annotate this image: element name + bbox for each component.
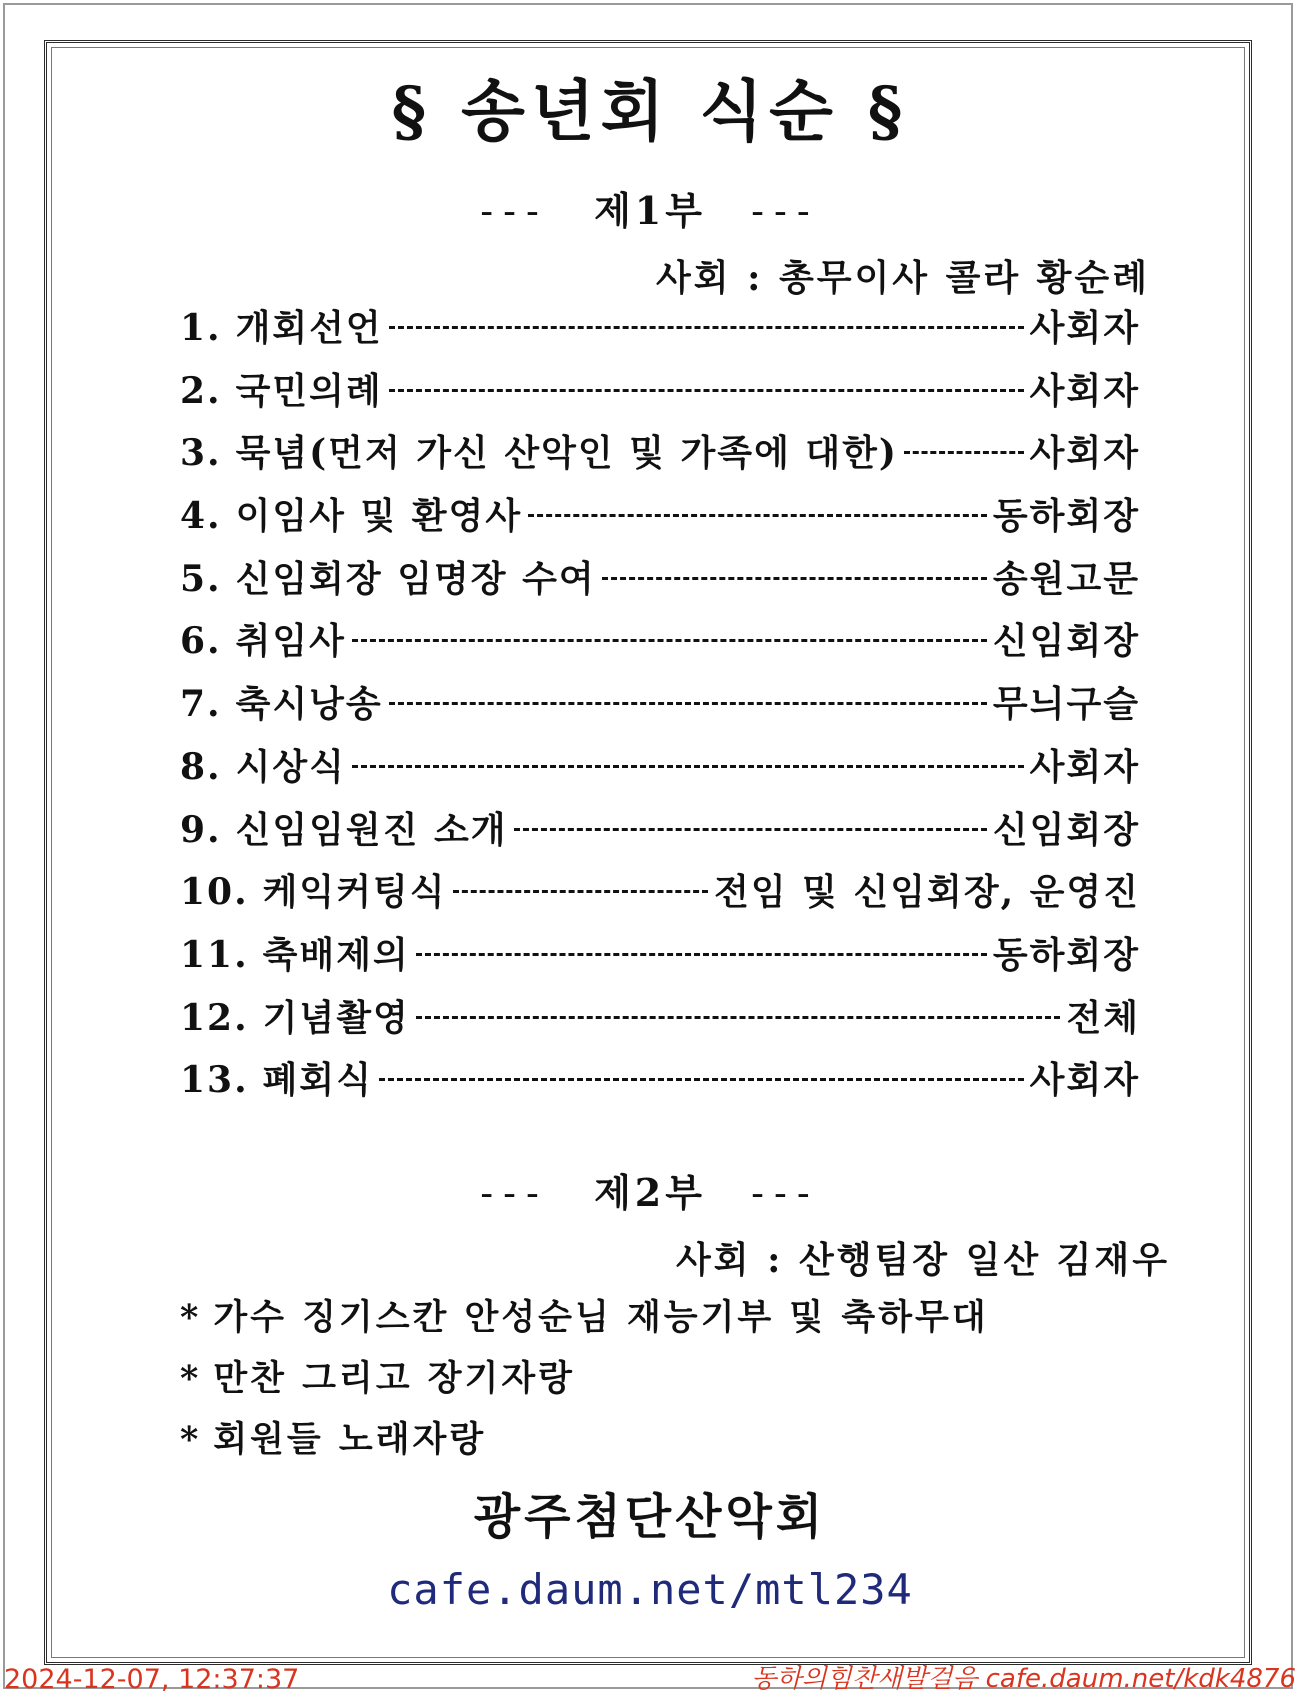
item-number: 8. (180, 745, 222, 788)
item-title: 신임임원진 소개 (235, 808, 508, 851)
dash-leader (602, 577, 987, 580)
item-number: 4. (180, 495, 222, 538)
program-item (180, 802, 1140, 865)
dash-leader (514, 828, 987, 831)
item-number: 11. (180, 933, 249, 976)
item-title: 축시낭송 (235, 683, 383, 726)
dash-leader (379, 1078, 1024, 1081)
note-item (180, 1351, 989, 1412)
item-number: 3. (180, 432, 222, 475)
dash-leader (389, 702, 987, 705)
note-bullet: * (180, 1358, 202, 1399)
dash-leader (352, 639, 987, 642)
item-number: 9. (180, 808, 222, 851)
note-item (180, 1412, 989, 1473)
dash-leader (904, 451, 1024, 454)
program-item (180, 488, 1140, 551)
item-number: 5. (180, 557, 222, 600)
item-presenter: 사회자 (1029, 745, 1140, 788)
item-title: 축배제의 (262, 933, 410, 976)
item-title: 묵념(먼저 가신 산악인 및 가족에 대한) (235, 432, 898, 475)
item-title: 시상식 (235, 745, 346, 788)
item-number: 7. (180, 683, 222, 726)
program-item (180, 1052, 1140, 1115)
dash-leader (453, 890, 709, 893)
item-title: 이임사 및 환영사 (235, 495, 523, 538)
watermark-credit: 동하의힘찬새발걸음 cafe.daum.net/kdk4876 (751, 1664, 1296, 1694)
item-number: 12. (180, 996, 249, 1039)
part1-heading-label: 제1부 (594, 188, 706, 233)
item-title: 국민의례 (235, 369, 383, 412)
item-presenter: 사회자 (1029, 1059, 1140, 1102)
part1-dashes-right: --- (751, 189, 820, 233)
item-title: 케익커팅식 (262, 871, 447, 914)
item-presenter: 전체 (1066, 996, 1140, 1039)
program-item (180, 739, 1140, 802)
note-item (180, 1290, 989, 1351)
note-text: 만찬 그리고 장기자랑 (213, 1358, 575, 1399)
note-text: 회원들 노래자랑 (213, 1419, 487, 1460)
page-title: § 송년회 식순 § (391, 72, 909, 150)
part2-host: 사회 : 산행팀장 일산 김재우 (676, 1239, 1170, 1281)
part1-host: 사회 : 총무이사 콜라 황순례 (656, 257, 1150, 299)
item-presenter: 무늬구슬 (992, 683, 1140, 726)
program-item (180, 425, 1140, 488)
dash-leader (416, 1016, 1061, 1019)
item-number: 13. (180, 1059, 249, 1102)
item-title: 신임회장 임명장 수여 (235, 557, 596, 600)
part2-notes (180, 1290, 989, 1473)
note-text: 가수 징기스칸 안성순님 재능기부 및 축하무대 (213, 1297, 989, 1338)
part2-dashes-right: --- (751, 1171, 820, 1215)
part2-dashes-left: --- (480, 1171, 549, 1215)
program-item (180, 990, 1140, 1053)
item-presenter: 송원고문 (992, 557, 1140, 600)
watermark-datetime: 2024-12-07, 12:37:37 (4, 1664, 300, 1695)
program-item (180, 363, 1140, 426)
item-presenter: 신임회장 (992, 808, 1140, 851)
dash-leader (528, 514, 987, 517)
part1-heading (0, 180, 1300, 235)
item-presenter: 신임회장 (992, 620, 1140, 663)
dash-leader (352, 765, 1024, 768)
item-number: 10. (180, 871, 249, 914)
item-title: 기념촬영 (262, 996, 410, 1039)
item-presenter: 전임 및 신임회장, 운영진 (714, 871, 1140, 914)
item-presenter: 사회자 (1029, 369, 1140, 412)
program-item (180, 864, 1140, 927)
item-title: 취임사 (235, 620, 346, 663)
program-item (180, 613, 1140, 676)
item-presenter: 사회자 (1029, 307, 1140, 349)
item-title: 개회선언 (235, 307, 383, 349)
program-item (180, 551, 1140, 614)
program-list (180, 300, 1140, 1115)
item-presenter: 사회자 (1029, 432, 1140, 475)
dash-leader (389, 389, 1024, 392)
note-bullet: * (180, 1297, 202, 1338)
item-number: 2. (180, 369, 222, 412)
dash-leader (389, 326, 1024, 329)
program-item (180, 300, 1140, 363)
part2-heading (0, 1162, 1300, 1217)
item-title: 폐회식 (262, 1059, 373, 1102)
item-presenter: 동하회장 (992, 933, 1140, 976)
program-item (180, 927, 1140, 990)
club-name: 광주첨단산악회 (473, 1489, 827, 1545)
note-bullet: * (180, 1419, 202, 1460)
part2-heading-label: 제2부 (594, 1170, 706, 1215)
item-number: 6. (180, 620, 222, 663)
part1-dashes-left: --- (480, 189, 549, 233)
item-number: 1. (180, 307, 222, 349)
club-url: cafe.daum.net/mtl234 (387, 1565, 913, 1614)
dash-leader (416, 953, 987, 956)
item-presenter: 동하회장 (992, 495, 1140, 538)
program-item (180, 676, 1140, 739)
